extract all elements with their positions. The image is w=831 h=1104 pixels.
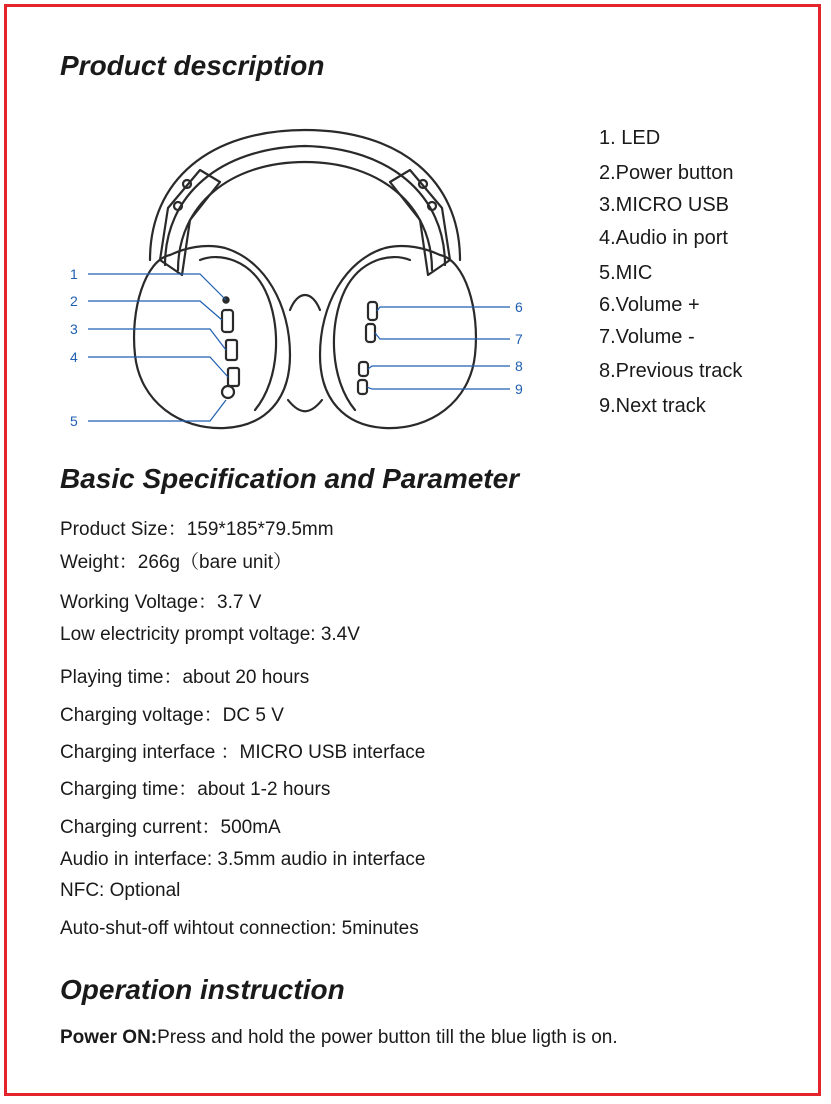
right-earcup <box>320 246 476 428</box>
callout-micro-usb: 3.MICRO USB <box>599 194 730 216</box>
callout-next-track: 9.Next track <box>599 395 706 417</box>
spec-nfc: NFC: Optional <box>60 880 181 901</box>
spec-auto-shut-off: Auto-shut-off wihtout connection: 5minutes <box>60 918 419 939</box>
power-on-instruction <box>60 1027 618 1049</box>
power-on-text: Press and hold the power button till the blue ligth is on. <box>157 1027 618 1048</box>
product-description-heading: Product description <box>60 50 325 81</box>
spec-product-size: Product Size：159*185*79.5mm <box>60 519 334 540</box>
spec-charging-time: Charging time：about 1-2 hours <box>60 779 331 800</box>
specification-heading: Basic Specification and Parameter <box>60 463 520 494</box>
diagram-number-2: 2 <box>70 293 78 309</box>
callout-volume-up: 6.Volume + <box>599 294 700 316</box>
diagram-number-9: 9 <box>515 381 523 397</box>
power-on-label: Power ON: <box>60 1027 158 1048</box>
headband <box>150 130 460 260</box>
diagram-number-7: 7 <box>515 331 523 347</box>
diagram-number-8: 8 <box>515 358 523 374</box>
callout-power-button: 2.Power button <box>599 162 734 184</box>
callout-audio-in-port: 4.Audio in port <box>599 227 728 249</box>
spec-charging-current: Charging current：500mA <box>60 817 281 838</box>
spec-playing-time: Playing time：about 20 hours <box>60 667 310 688</box>
spec-audio-in-interface: Audio in interface: 3.5mm audio in interface <box>60 849 426 870</box>
spec-low-voltage-prompt: Low electricity prompt voltage: 3.4V <box>60 624 360 645</box>
spec-charging-voltage: Charging voltage：DC 5 V <box>60 705 284 726</box>
spec-working-voltage: Working Voltage：3.7 V <box>60 592 262 613</box>
diagram-number-3: 3 <box>70 321 78 337</box>
callout-previous-track: 8.Previous track <box>599 360 743 382</box>
diagram-number-1: 1 <box>70 266 78 282</box>
diagram-number-6: 6 <box>515 299 523 315</box>
callout-volume-down: 7.Volume - <box>599 326 695 348</box>
spec-weight: Weight：266g（bare unit） <box>60 552 292 573</box>
left-earcup <box>134 246 290 428</box>
spec-charging-interface: Charging interface ：MICRO USB interface <box>60 742 426 763</box>
diagram-number-4: 4 <box>70 349 78 365</box>
headphone-diagram <box>50 110 550 450</box>
callout-mic: 5.MIC <box>599 262 653 284</box>
callout-led: 1. LED <box>599 127 661 149</box>
diagram-number-5: 5 <box>70 413 78 429</box>
operation-heading: Operation instruction <box>60 974 345 1005</box>
